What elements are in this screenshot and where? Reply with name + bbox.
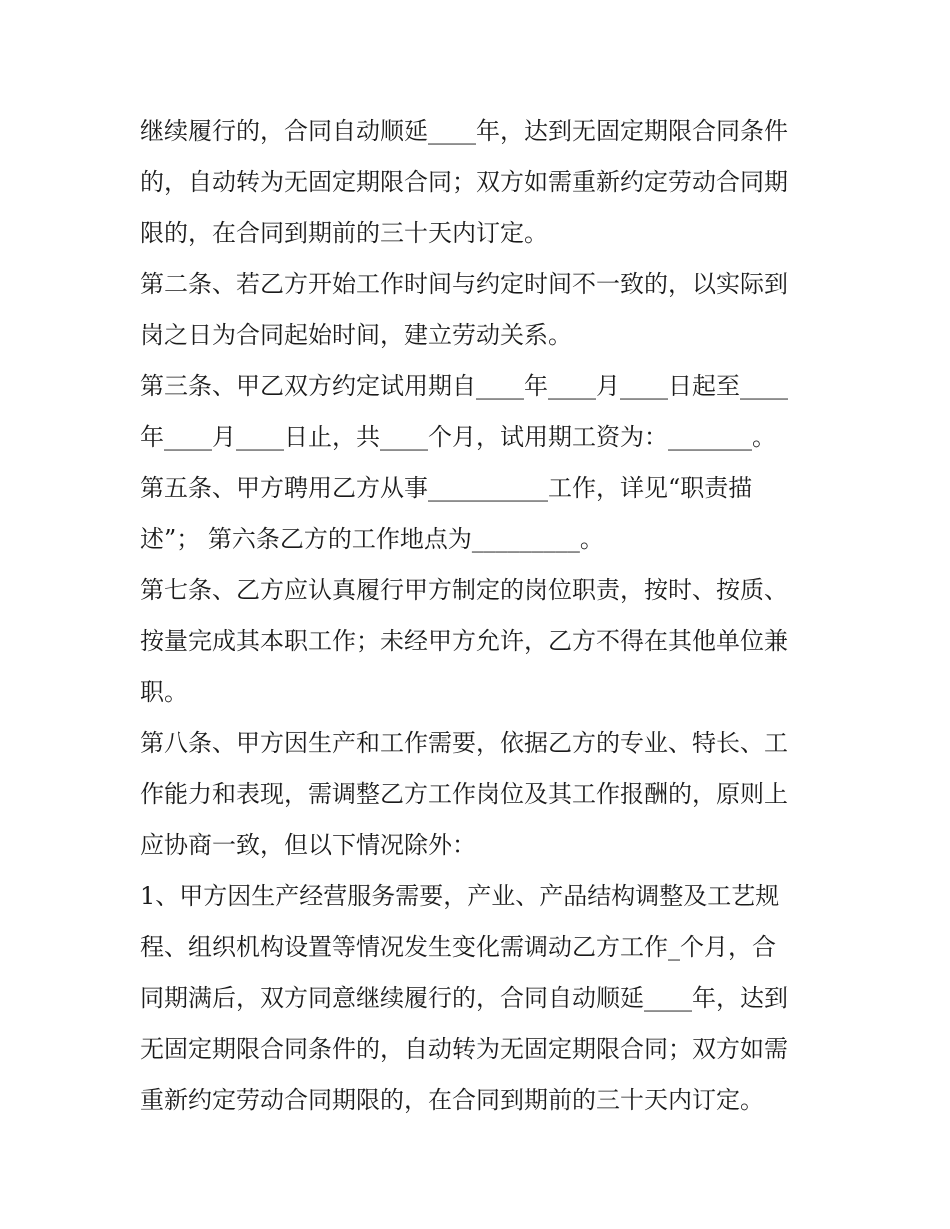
text-line: 第七条、乙方应认真履行甲方制定的岗位职责，按时、按质、 bbox=[140, 576, 788, 604]
text-line: 第八条、甲方因生产和工作需要，依据乙方的专业、特长、工 bbox=[140, 729, 788, 757]
text-line: 第三条、甲乙双方约定试用期自____年____月____日起至____ bbox=[140, 372, 788, 400]
text-line: 同期满后，双方同意继续履行的，合同自动顺延____年，达到 bbox=[140, 984, 788, 1012]
text-line: 应协商一致，但以下情况除外： bbox=[140, 831, 476, 859]
text-line: 程、组织机构设置等情况发生变化需调动乙方工作_个月，合 bbox=[140, 933, 776, 961]
text-line: 限的，在合同到期前的三十天内订定。 bbox=[140, 219, 548, 247]
text-line: 述”； 第六条乙方的工作地点为_________。 bbox=[140, 525, 604, 553]
text-line: 的，自动转为无固定期限合同；双方如需重新约定劳动合同期 bbox=[140, 168, 788, 196]
text-line: 继续履行的，合同自动顺延____年，达到无固定期限合同条件 bbox=[140, 117, 788, 145]
text-line: 职。 bbox=[140, 678, 188, 706]
text-line: 无固定期限合同条件的，自动转为无固定期限合同；双方如需 bbox=[140, 1035, 788, 1063]
text-line: 作能力和表现，需调整乙方工作岗位及其工作报酬的，原则上 bbox=[140, 780, 788, 808]
text-line: 重新约定劳动合同期限的，在合同到期前的三十天内订定。 bbox=[140, 1086, 764, 1114]
text-line: 按量完成其本职工作；未经甲方允许，乙方不得在其他单位兼 bbox=[140, 627, 788, 655]
document-body bbox=[140, 106, 820, 1126]
text-line: 年____月____日止，共____个月，试用期工资为：_______。 bbox=[140, 423, 776, 451]
text-line: 1、甲方因生产经营服务需要，产业、产品结构调整及工艺规 bbox=[140, 882, 780, 910]
text-line: 岗之日为合同起始时间，建立劳动关系。 bbox=[140, 321, 572, 349]
text-line: 第二条、若乙方开始工作时间与约定时间不一致的，以实际到 bbox=[140, 270, 788, 298]
text-line: 第五条、甲方聘用乙方从事__________工作，详见“职责描 bbox=[140, 474, 753, 502]
